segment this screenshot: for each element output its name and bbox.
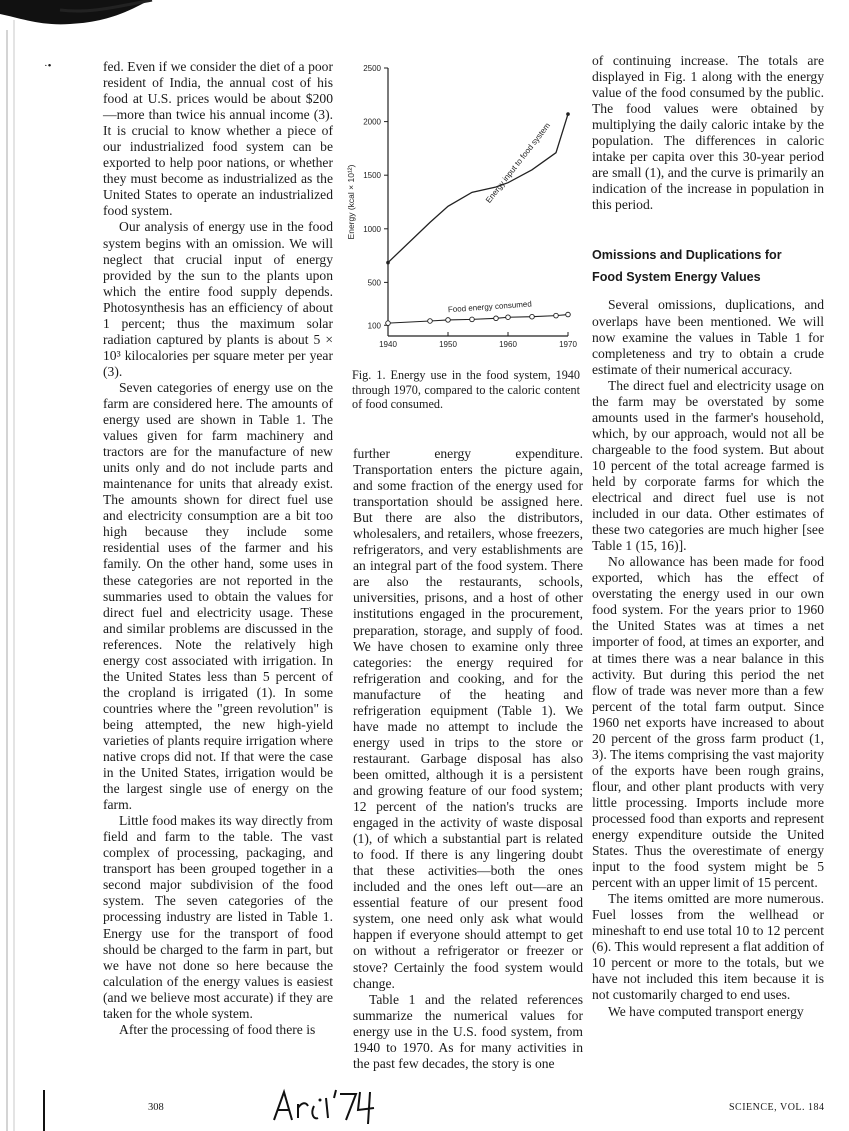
column-left xyxy=(103,59,333,1038)
column-right xyxy=(592,53,824,1020)
y-tick-label: 100 xyxy=(367,321,381,331)
y-tick-label: 500 xyxy=(367,278,381,288)
y-tick-label: 1000 xyxy=(363,224,381,234)
margin-mark: ·• xyxy=(44,60,52,72)
series-label-energy-input: Energy input to food system xyxy=(483,121,553,205)
paragraph: of continuing increase. The totals are displayed in Fig. 1 along with the energy value of the food consumed by the public. The food values were obtained by multiplying the daily caloric intake by the population. The differences in caloric intake per capita over this 30-year period are small (1), and the curve is primarily an indication of the increase in population in this period. xyxy=(592,53,824,213)
chart-axes xyxy=(388,68,568,336)
paragraph: Little food makes its way directly from field and farm to the table. The vast complex of processing, packaging, and transport has been grouped together in a second major subdivision of the food system. The seven categories of the processing industry are listed in Table 1. Energy use for the transport of food should be charged to the farm in part, but we have not done so here because the calculation of the energy values is easiest (and we believe most accurate) if they are taken for the whole system. xyxy=(103,813,333,1021)
paragraph: We have computed transport energy xyxy=(608,1003,804,1019)
data-point xyxy=(494,316,499,321)
series-line-food-consumed xyxy=(388,315,568,324)
paragraph: Table 1 and the related references summarize the numerical values for energy use in the U.S. food system, from 1940 to 1970. As for many activities in the past few decades, the story is one xyxy=(353,991,583,1071)
section-heading xyxy=(592,247,824,285)
data-point xyxy=(470,317,475,322)
data-point xyxy=(506,315,511,320)
paragraph: The items omitted are more numerous. Fuel losses from the wellhead or mineshaft to end use total 10 to 12 percent (6). This would represent a flat addition of 10 percent or more to the totals, but we have not included this item because it is not customarily charged to end uses. xyxy=(592,891,824,1003)
data-point xyxy=(446,318,451,323)
data-point xyxy=(566,112,570,116)
series-label-food-consumed: Food energy consumed xyxy=(447,299,533,315)
data-point xyxy=(530,314,535,319)
x-tick-label: 1970 xyxy=(559,340,577,349)
section-heading-line: Omissions and Duplications for xyxy=(592,248,782,263)
y-tick-label: 2500 xyxy=(363,64,381,73)
x-tick-label: 1950 xyxy=(439,340,457,349)
paragraph: Several omissions, duplications, and overlaps have been mentioned. We will now examine the values in Table 1 for completeness and try to obtain a crude estimate of their numerical accuracy. xyxy=(592,297,824,377)
figure-caption: Fig. 1. Energy use in the food system, 1940 through 1970, compared to the caloric content of food consumed. xyxy=(352,368,580,412)
data-point xyxy=(386,261,390,265)
paragraph: Our analysis of energy use in the food system begins with an omission. We will neglect that crucial input of energy provided by the sun to the plants upon which the entire food supply depends. Photosynthesis has an efficiency of about 1 percent; thus the maximum solar radiation captured by plants is about 5 × 10³ kilocalories per square meter per year (3). xyxy=(103,219,333,379)
paragraph: The direct fuel and electricity usage on the farm may be overstated by some amounts used in the farmer's household, which, by our approach, would not all be chargeable to the food system. But about 10 percent of the total acreage farmed is held by corporate farms for which the electrical and direct fuel use is not included in our data. Other estimates of these two categories are much higher [see Table 1 (15, 16)]. xyxy=(592,377,824,554)
paragraph: No allowance has been made for food exported, which has the effect of overstating the energy used in our own food system. For the years prior to 1960 the United States was at times a net importer of food, at times an exporter, and at times there was a near balance in this activity. But during this period the net flow of trade was never more than a few percent of the total farm output. Since 1960 net exports have increased to about 20 percent of the gross farm product (1, 3). The items comprising the vast majority of the exports have been rough grains, flour, and other plant products with very little processing. Imports include more processed food than exports and represent energy expenditure outside the United States. Thus the overestimate of energy input to the food system might be 5 percent with an upper limit of 15 percent. xyxy=(592,554,824,891)
page-number: 308 xyxy=(148,1102,164,1113)
y-tick-label: 1500 xyxy=(363,171,381,181)
y-axis-label: Energy (kcal × 10¹²) xyxy=(346,164,356,240)
data-point xyxy=(386,321,391,326)
column-middle xyxy=(353,446,583,1072)
data-point xyxy=(428,319,433,324)
data-point xyxy=(554,313,559,318)
data-point xyxy=(566,312,571,317)
paragraph: fed. Even if we consider the diet of a poor resident of India, the annual cost of his food at U.S. prices would be about $200—more than twice his annual income (3). It is crucial to know whether a piece of our industrialized food system can be exported to help poor nations, or whether they must become as industrialized as the United States to operate an industrialized food system. xyxy=(103,59,333,219)
handwritten-date xyxy=(270,1086,380,1126)
journal-reference: SCIENCE, VOL. 184 xyxy=(729,1102,825,1113)
x-tick-label: 1960 xyxy=(499,340,517,349)
x-tick-label: 1940 xyxy=(379,340,397,349)
chart-series xyxy=(386,112,571,325)
paragraph: Seven categories of energy use on the farm are considered here. The amounts of energy used are shown in Table 1. The values given for farm machinery and tractors are for the manufacture of new units only and do not include parts and maintenance for units that already exist. The amounts shown for direct fuel use and electricity consumption are a bit too high because they include some residential uses of the farmer and his family. On the other hand, some uses in these categories are not reported in the summaries used to obtain the values for direct fuel and electricity usage. These and similar problems are discussed in the references. Note the relatively high energy cost associated with irrigation. In the United States less than 5 percent of the cropland is irrigated (1). In some countries where the "green revolution" is being attempted, the new high-yield varieties of plants require irrigation where native crops did not. If that were the case in the United States, irrigation would be the largest single use of energy on the farm. xyxy=(103,379,333,813)
paragraph: further energy expenditure. Transportation enters the picture again, and some fraction of the energy used for transportation should be assigned here. But there are also the distributors, wholesalers, and retailers, whose freezers, refrigerators, and very establishments are an integral part of the food system. There are also the restaurants, schools, universities, prisons, and a host of other institutions engaged in the procurement, preparation, storage, and supply of food. We have chosen to examine only three categories: the energy required for refrigeration and cooking, and for the manufacture of the heating and refrigeration equipment (Table 1). We have made no attempt to include the energy used in trips to the store or restaurant. Garbage disposal has also been omitted, although it is a persistent and growing feature of our food system; 12 percent of the nation's trucks are engaged in the activity of waste disposal (1), of which a substantial part is related to food. If there is any lingering doubt that these activities—both the ones included and the ones left out—are an essential feature of our present food system, one need only ask what would happen if everyone should attempt to get on without a refrigerator or freezer or stove? Certainly the food system would change. xyxy=(353,446,583,991)
paragraph: After the processing of food there is xyxy=(119,1021,316,1037)
y-tick-label: 2000 xyxy=(363,117,381,127)
figure-1-chart xyxy=(340,54,580,364)
section-heading-line: Food System Energy Values xyxy=(592,270,761,285)
